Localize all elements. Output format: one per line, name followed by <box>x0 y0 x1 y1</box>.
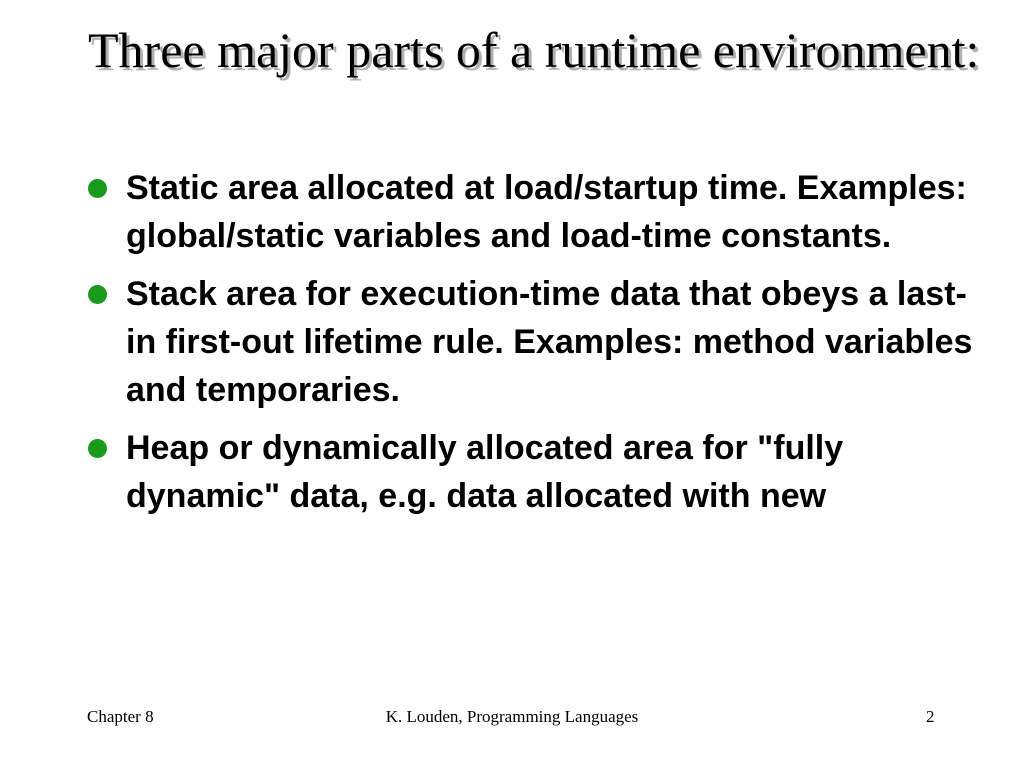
bullet-dot-icon <box>88 439 107 458</box>
bullet-text: Heap or dynamically allocated area for "fully dynamic" data, e.g. data allocated with new <box>126 429 844 515</box>
slide-title: Three major parts of a runtime environment: <box>88 22 980 78</box>
footer-author: K. Louden, Programming Languages <box>385 707 639 726</box>
bullet-dot-icon <box>88 179 107 198</box>
bullet-text: Static area allocated at load/startup time. Examples: global/static variables and load-time constants. <box>126 169 967 255</box>
footer-chapter: Chapter 8 <box>87 707 154 726</box>
bullet-list <box>86 164 986 530</box>
bullet-item-static-area <box>86 164 986 260</box>
bullet-dot-icon <box>88 285 107 304</box>
bullet-text: Stack area for execution-time data that obeys a last-in first-out lifetime rule. Examples: method variables and temporaries. <box>126 275 973 409</box>
bullet-item-stack-area <box>86 270 986 414</box>
bullet-item-heap-area <box>86 424 986 520</box>
footer-page-number: 2 <box>926 707 935 726</box>
